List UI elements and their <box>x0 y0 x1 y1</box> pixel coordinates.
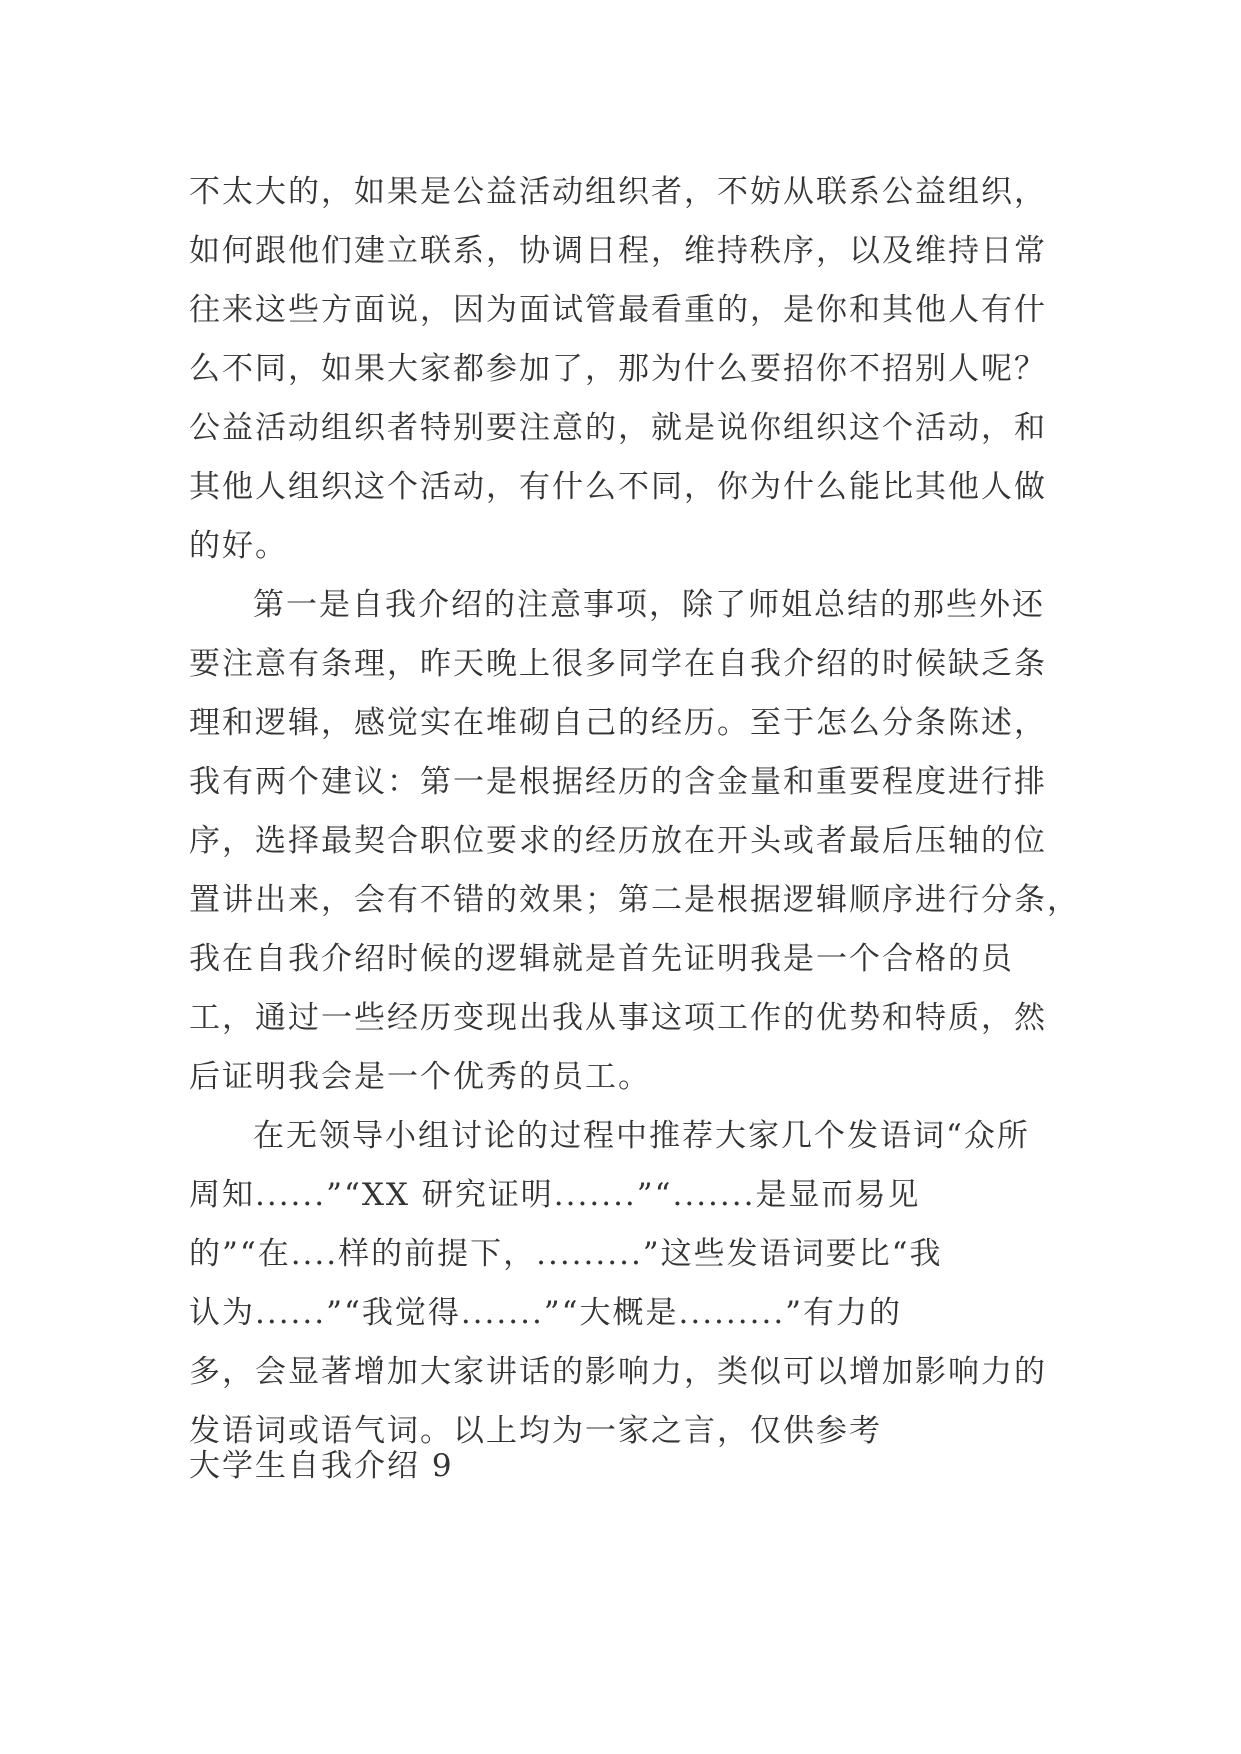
text-line: 要注意有条理，昨天晚上很多同学在自我介绍的时候缺乏条 <box>189 646 1047 682</box>
text-line: 置讲出来，会有不错的效果；第二是根据逻辑顺序进行分条， <box>189 882 1080 918</box>
text-line: 第一是自我介绍的注意事项，除了师姐总结的那些外还 <box>253 587 1045 623</box>
text-line: 我在自我介绍时候的逻辑就是首先证明我是一个合格的员 <box>189 941 1014 977</box>
text-line: 理和逻辑，感觉实在堆砌自己的经历。至于怎么分条陈述， <box>189 705 1047 741</box>
text-line: 的好。 <box>189 528 288 564</box>
text-line: 么不同，如果大家都参加了，那为什么要招你不招别人呢？ <box>189 351 1047 387</box>
text-line: 多，会显著增加大家讲话的影响力，类似可以增加影响力的 <box>189 1354 1047 1390</box>
text-line: 往来这些方面说，因为面试管最看重的，是你和其他人有什 <box>189 292 1047 328</box>
section-heading: 大学生自我介绍 9 <box>189 1448 454 1484</box>
text-line: 如何跟他们建立联系，协调日程，维持秩序，以及维持日常 <box>189 233 1047 269</box>
text-line: 认为......”“我觉得.......”“大概是.........”有力的 <box>189 1295 903 1331</box>
text-line: 周知......”“XX 研究证明.......”“.......是显而易见 <box>189 1177 921 1213</box>
text-line: 的”“在....样的前提下，.........”这些发语词要比“我 <box>189 1236 943 1272</box>
paragraph-3 <box>189 1107 1059 1461</box>
document-body <box>189 163 1080 1461</box>
text-line: 序，选择最契合职位要求的经历放在开头或者最后压轴的位 <box>189 823 1047 859</box>
text-line: 在无领导小组讨论的过程中推荐大家几个发语词“众所 <box>253 1118 1030 1154</box>
text-line: 其他人组织这个活动，有什么不同，你为什么能比其他人做 <box>189 469 1047 505</box>
text-line: 工，通过一些经历变现出我从事这项工作的优势和特质，然 <box>189 1000 1047 1036</box>
paragraph-2 <box>189 576 1080 1107</box>
text-line: 不太大的，如果是公益活动组织者，不妨从联系公益组织， <box>189 174 1047 210</box>
text-line: 发语词或语气词。以上均为一家之言，仅供参考 <box>189 1413 882 1449</box>
paragraph-1 <box>189 163 1059 576</box>
text-line: 公益活动组织者特别要注意的，就是说你组织这个活动，和 <box>189 410 1047 446</box>
text-line: 后证明我会是一个优秀的员工。 <box>189 1059 651 1095</box>
text-line: 我有两个建议：第一是根据经历的含金量和重要程度进行排 <box>189 764 1047 800</box>
